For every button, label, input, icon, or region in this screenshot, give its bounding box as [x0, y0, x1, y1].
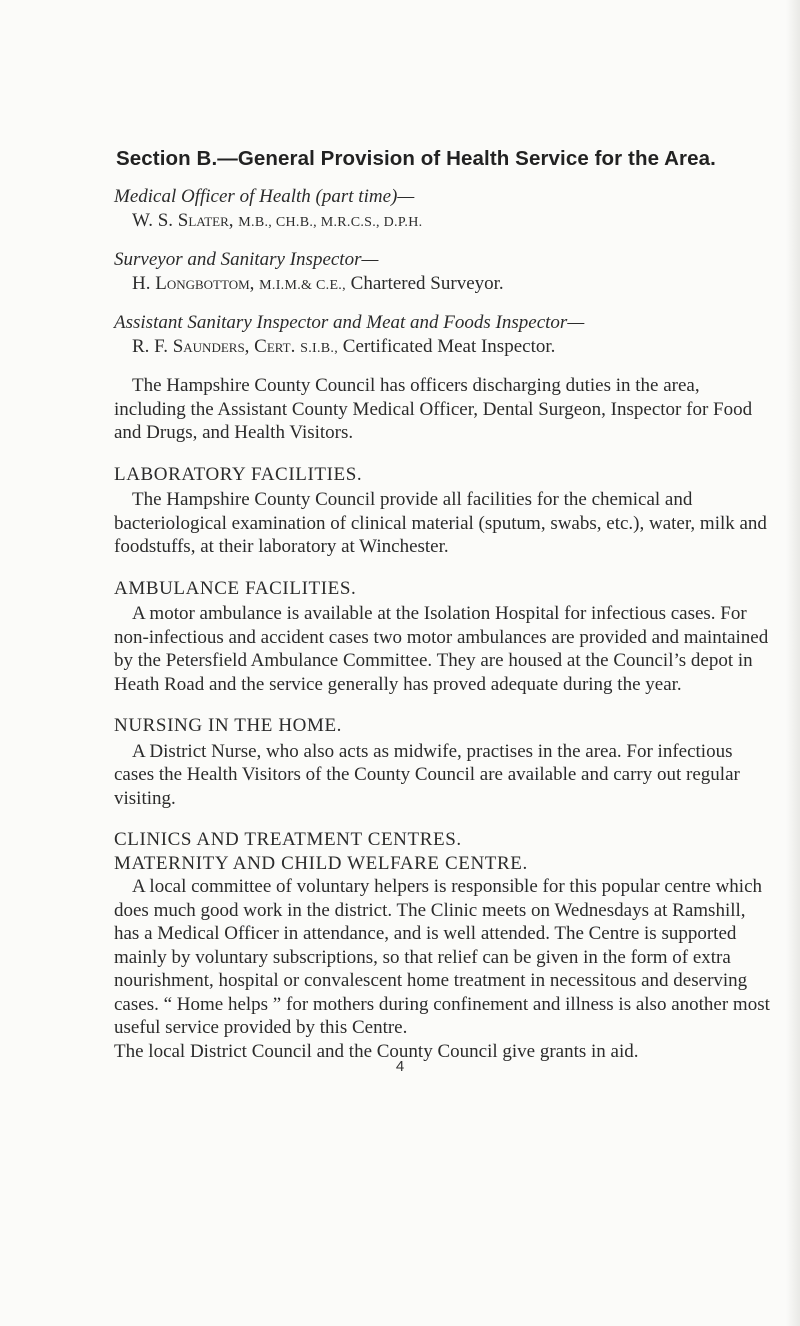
staff-entry	[114, 311, 774, 360]
staff-name: H. Longbottom,	[132, 272, 255, 294]
maternity-subtitle: MATERNITY AND CHILD WELFARE CENTRE.	[114, 852, 528, 874]
page-edge-shadow	[786, 0, 800, 1326]
staff-role: Medical Officer of Health (part time)—	[114, 186, 415, 207]
page-number: 4	[395, 1058, 405, 1075]
grants-sentence: The local District Council and the County Council give grants in aid.	[114, 1040, 639, 1062]
staff-entry	[114, 185, 774, 234]
laboratory-title: LABORATORY FACILITIES.	[114, 463, 363, 485]
staff-title: Chartered Surveyor.	[350, 272, 504, 294]
staff-title: Certificated Meat Inspector.	[342, 335, 556, 357]
document-body	[114, 185, 774, 1063]
staff-qualifications: M.B., CH.B., M.R.C.S., D.P.H.	[238, 214, 423, 230]
section-heading: Section B.—General Provision of Health Service for the Area.	[116, 147, 716, 170]
intro-paragraph: The Hampshire County Council has officers discharging duties in the area, including the Assistant County Medical Officer, Dental Surgeon, Inspector for Food and Drugs, and Health Visitors.	[114, 375, 753, 443]
ambulance-title: AMBULANCE FACILITIES.	[114, 577, 357, 599]
staff-name: W. S. Slater,	[132, 209, 234, 231]
laboratory-paragraph: The Hampshire County Council provide all facilities for the chemical and bacteriological examination of clinical material (sputum, swabs, etc.), water, milk and foodstuffs, at their laboratory at Winchester.	[114, 489, 767, 557]
staff-person	[114, 209, 774, 235]
staff-role: Surveyor and Sanitary Inspector—	[114, 249, 379, 270]
staff-qualifications: M.I.M.& C.E.,	[259, 277, 346, 293]
staff-person	[114, 335, 774, 361]
staff-name: R. F. Saunders, Cert.	[132, 335, 296, 357]
nursing-paragraph: A District Nurse, who also acts as midwife, practises in the area. For infectious cases the Health Visitors of the County Council are available and carry out regular visiting.	[114, 740, 740, 809]
staff-entry	[114, 248, 774, 297]
staff-person	[114, 272, 774, 298]
clinics-paragraph: A local committee of voluntary helpers is responsible for this popular centre which does much good work in the district. The Clinic meets on Wednesdays at Ramshill, has a Medical Officer in attendance, and is well attended. The Centre is supported mainly by voluntary subscriptions, so that relief can be given in the form of extra nourishment, hospital or convalescent home treatment in necessitous and deserving cases. “ Home helps ” for mothers during confinement and illness is also another most useful service provided by this Centre.	[114, 876, 770, 1038]
clinics-title: CLINICS AND TREATMENT CENTRES.	[114, 829, 462, 850]
staff-role: Assistant Sanitary Inspector and Meat and Foods Inspector—	[114, 312, 585, 333]
nursing-title: NURSING IN THE HOME.	[114, 715, 343, 736]
staff-qualifications: S.I.B.,	[300, 340, 339, 356]
ambulance-paragraph: A motor ambulance is available at the Isolation Hospital for infectious cases. For non-infectious and accident cases two motor ambulances are provided and maintained by the Petersfield Ambulance Committee. They are housed at the Council’s depot in Heath Road and the service generally has proved adequate during the year.	[114, 603, 769, 695]
